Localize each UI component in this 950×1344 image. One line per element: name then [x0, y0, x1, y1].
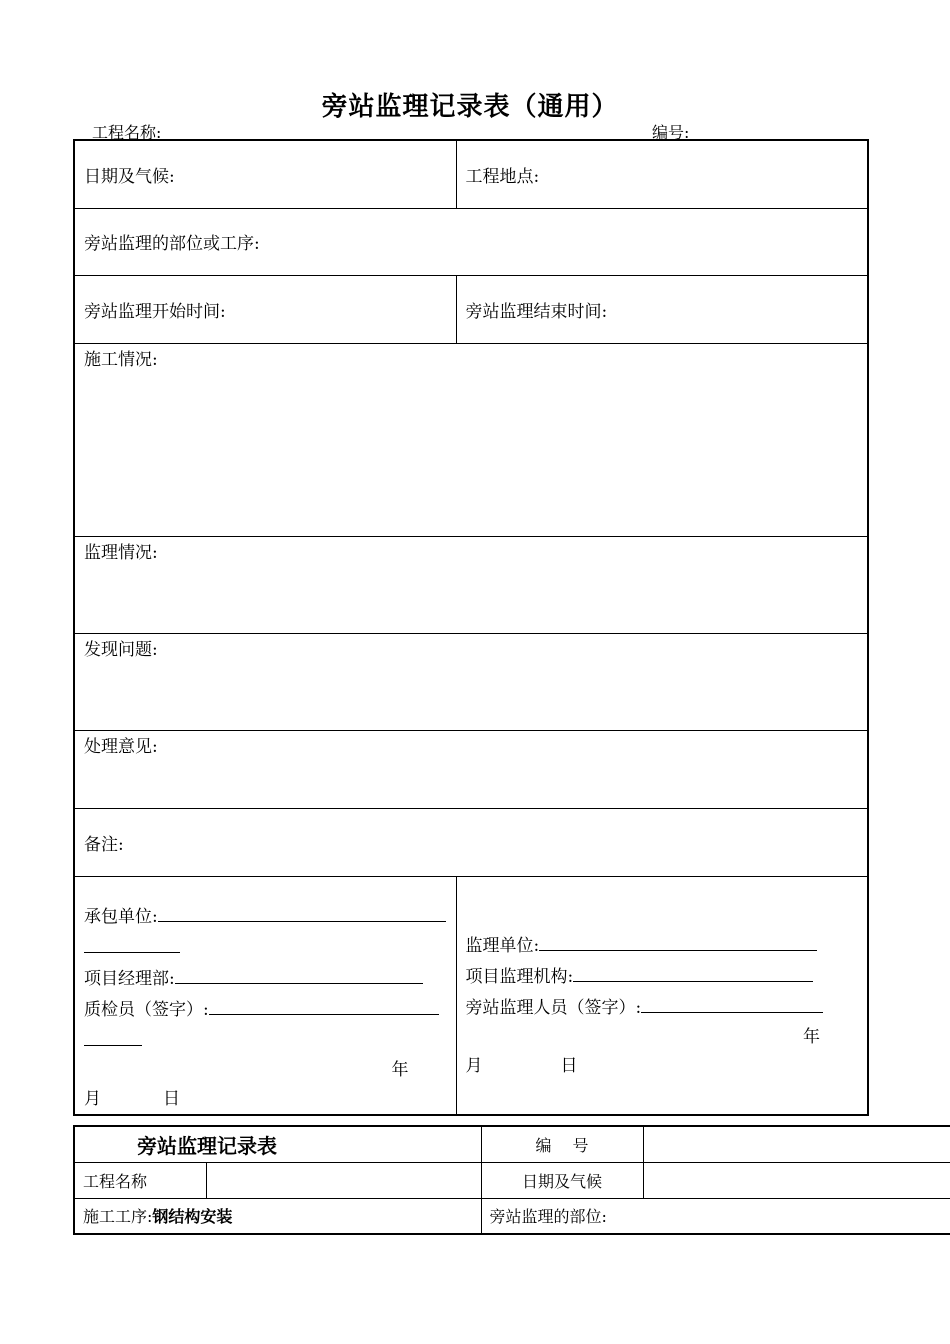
second-part-label: 旁站监理的部位:	[489, 1207, 607, 1227]
construction-status-field[interactable]	[74, 343, 868, 536]
number-label: 编号:	[652, 123, 690, 142]
problems-field[interactable]	[74, 633, 868, 730]
part-process-field[interactable]	[74, 208, 868, 275]
second-number-field[interactable]	[643, 1126, 950, 1162]
supervision-status-field[interactable]	[74, 536, 868, 633]
handling-field[interactable]	[74, 730, 868, 808]
supervisor-day-label: 日	[560, 1055, 578, 1076]
inspector-label: 质检员（签字）:	[84, 999, 209, 1020]
supervision-org-line[interactable]	[573, 961, 813, 982]
end-time-label: 旁站监理结束时间:	[465, 301, 608, 322]
supervisor-person-label: 旁站监理人员（签字）:	[465, 997, 642, 1018]
inspector-line-cont[interactable]	[84, 1025, 142, 1046]
supervisor-year-label: 年	[803, 1026, 820, 1047]
second-form-title: 旁站监理记录表	[74, 1126, 481, 1162]
start-time-field[interactable]	[74, 275, 456, 343]
second-project-name-label: 工程名称	[74, 1162, 206, 1198]
supervisor-person-line[interactable]	[641, 992, 823, 1013]
contractor-year-label: 年	[391, 1059, 409, 1080]
project-manager-label: 项目经理部:	[84, 968, 175, 989]
form-title: 旁站监理记录表（通用）	[321, 92, 619, 122]
inspector-line[interactable]	[209, 994, 439, 1015]
second-date-weather-label: 日期及气候	[481, 1162, 643, 1198]
project-name-label: 工程名称:	[92, 123, 162, 142]
supervision-org-label: 项目监理机构:	[465, 966, 574, 987]
second-project-name-field[interactable]	[206, 1162, 481, 1198]
contractor-line-cont[interactable]	[84, 932, 180, 953]
second-date-weather-field[interactable]	[643, 1162, 950, 1198]
supervisor-unit-label: 监理单位:	[465, 935, 540, 956]
construction-status-label: 施工情况:	[84, 349, 158, 370]
contractor-label: 承包单位:	[84, 906, 158, 927]
supervisor-unit-line[interactable]	[539, 930, 817, 951]
contractor-month-label: 月	[84, 1088, 101, 1109]
start-time-label: 旁站监理开始时间:	[84, 301, 226, 322]
second-process-value: 钢结构安装	[152, 1207, 233, 1227]
date-weather-field[interactable]	[74, 140, 456, 208]
second-process-field[interactable]	[74, 1198, 481, 1234]
part-process-label: 旁站监理的部位或工序:	[84, 234, 260, 254]
second-part-field[interactable]	[481, 1198, 950, 1234]
project-manager-line[interactable]	[175, 963, 423, 984]
end-time-field[interactable]	[456, 275, 868, 343]
second-number-label: 编 号	[481, 1126, 643, 1162]
supervision-record-table	[73, 139, 869, 1116]
location-label: 工程地点:	[465, 166, 540, 187]
problems-label: 发现问题:	[84, 639, 158, 660]
contractor-day-label: 日	[163, 1088, 180, 1109]
contractor-line[interactable]	[158, 901, 446, 922]
supervisor-signature-block	[456, 876, 868, 1115]
supervisor-month-label: 月	[465, 1055, 483, 1076]
second-record-table	[73, 1125, 950, 1235]
remarks-label: 备注:	[84, 834, 124, 855]
date-weather-label: 日期及气候:	[84, 166, 175, 187]
remarks-field[interactable]	[74, 808, 868, 876]
second-process-label: 施工工序:	[83, 1207, 153, 1227]
supervision-status-label: 监理情况:	[84, 542, 158, 563]
contractor-signature-block	[74, 876, 456, 1115]
handling-label: 处理意见:	[84, 736, 158, 757]
location-field[interactable]	[456, 140, 868, 208]
